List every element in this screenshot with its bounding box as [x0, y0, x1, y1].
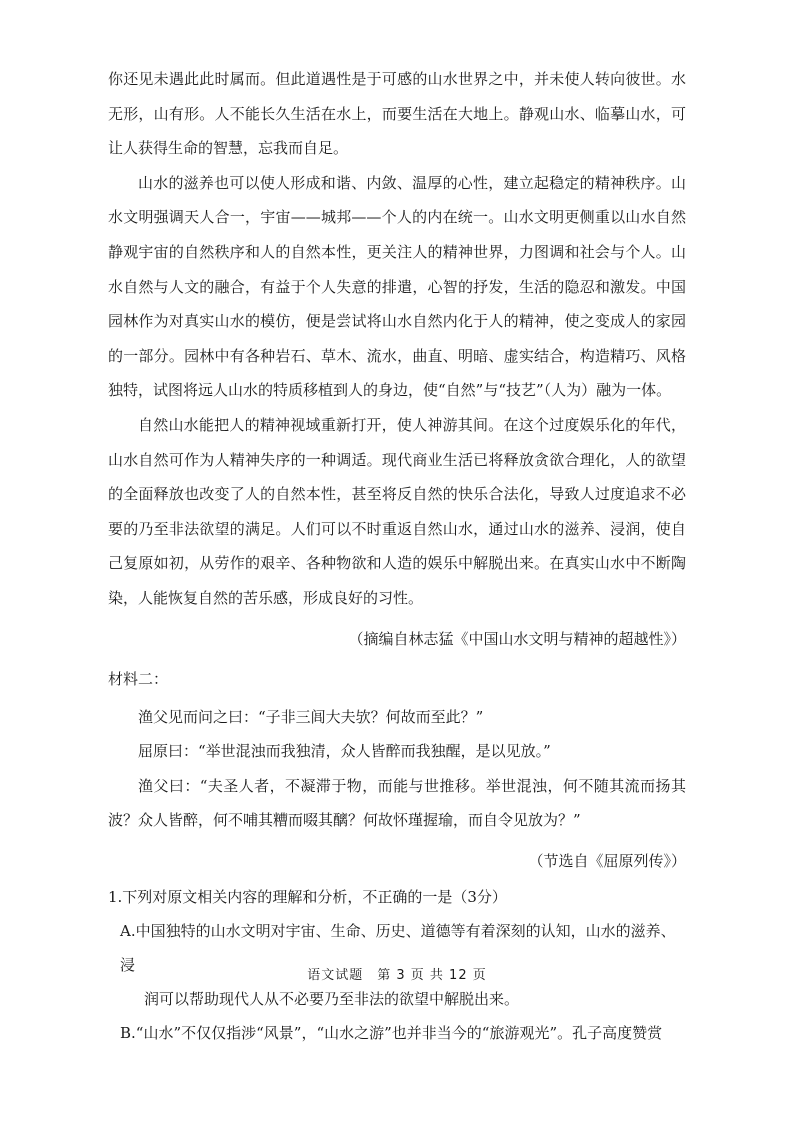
material-two-body	[108, 700, 686, 838]
option-b: B.“山水”不仅仅指涉“风景”，“山水之游”也并非当今的“旅游观光”。孔子高度赞赏	[120, 1023, 663, 1042]
dialogue-line-3: 渔父曰：“夫圣人者，不凝滞于物，而能与世推移。举世混浊，何不随其流而扬其波？众人皆醉，何不哺其糟而啜其醨？何故怀瑾握瑜，而自令见放为？”	[108, 776, 686, 830]
option-a-continued: 润可以帮助现代人从不必要乃至非法的欲望中解脱出来。	[144, 989, 520, 1008]
paragraph-3: 自然山水能把人的精神视域重新打开，使人神游其间。在这个过度娱乐化的年代，山水自然可作为人精神失序的一种调适。现代商业生活已将释放贪欲合理化，人的欲望的全面释放也改变了人的自然本性，甚至将反自然的快乐合法化，导致人过度追求不必要的乃至非法欲望的满足。人们可以不时重返自然山水，通过山水的滋养、浸润，使自己复原如初，从劳作的艰辛、各种物欲和人造的娱乐中解脱出来。在真实山水中不断陶染，人能恢复自然的苦乐感，形成良好的习性。	[108, 415, 686, 607]
question-1-stem: 1.下列对原文相关内容的理解和分析，不正确的一是（3分）	[108, 887, 507, 906]
paragraph-2: 山水的滋养也可以使人形成和谐、内敛、温厚的心性，建立起稳定的精神秩序。山水文明强调天人合一，宇宙——城邦——个人的内在统一。山水文明更侧重以山水自然静观宇宙的自然秩序和人的自然本性，更关注人的精神世界，力图调和社会与个人。山水自然与人文的融合，有益于个人失意的排遣，心智的抒发，生活的隐忍和激发。中国园林作为对真实山水的模仿，便是尝试将山水自然内化于人的精神，使之变成人的家园的一部分。园林中有各种岩石、草木、流水，曲直、明暗、虚实结合，构造精巧、风格独特，试图将远人山水的特质移植到人的身边，使“自然”与“技艺”（人为）融为一体。	[108, 173, 686, 400]
dialogue-line-1: 渔父见而问之曰：“子非三闾大夫欤？何故而至此？”	[138, 707, 484, 726]
material-two-label: 材料二：	[108, 669, 169, 688]
page-footer: 语文试题 第 3 页 共 12 页	[307, 968, 487, 983]
material-one-source: （摘编自林志猛《中国山水文明与精神的超越性》）	[348, 629, 686, 648]
dialogue-line-2: 屈原曰：“举世混浊而我独清，众人皆醉而我独醒，是以见放。”	[138, 742, 551, 761]
paragraph-1: 你还见未遇此此时属而。但此道遇性是于可感的山水世界之中，并未使人转向彼世。水无形，山有形。人不能长久生活在水上，而要生活在大地上。静观山水、临摹山水，可让人获得生命的智慧，忘我而自足。	[108, 70, 686, 158]
material-one-body	[108, 62, 686, 616]
option-a: A.中国独特的山水文明对宇宙、生命、历史、道德等有着深刻的认知，山水的滋养、浸	[120, 921, 676, 974]
material-two-source: （节选自《屈原列传》）	[528, 851, 686, 870]
